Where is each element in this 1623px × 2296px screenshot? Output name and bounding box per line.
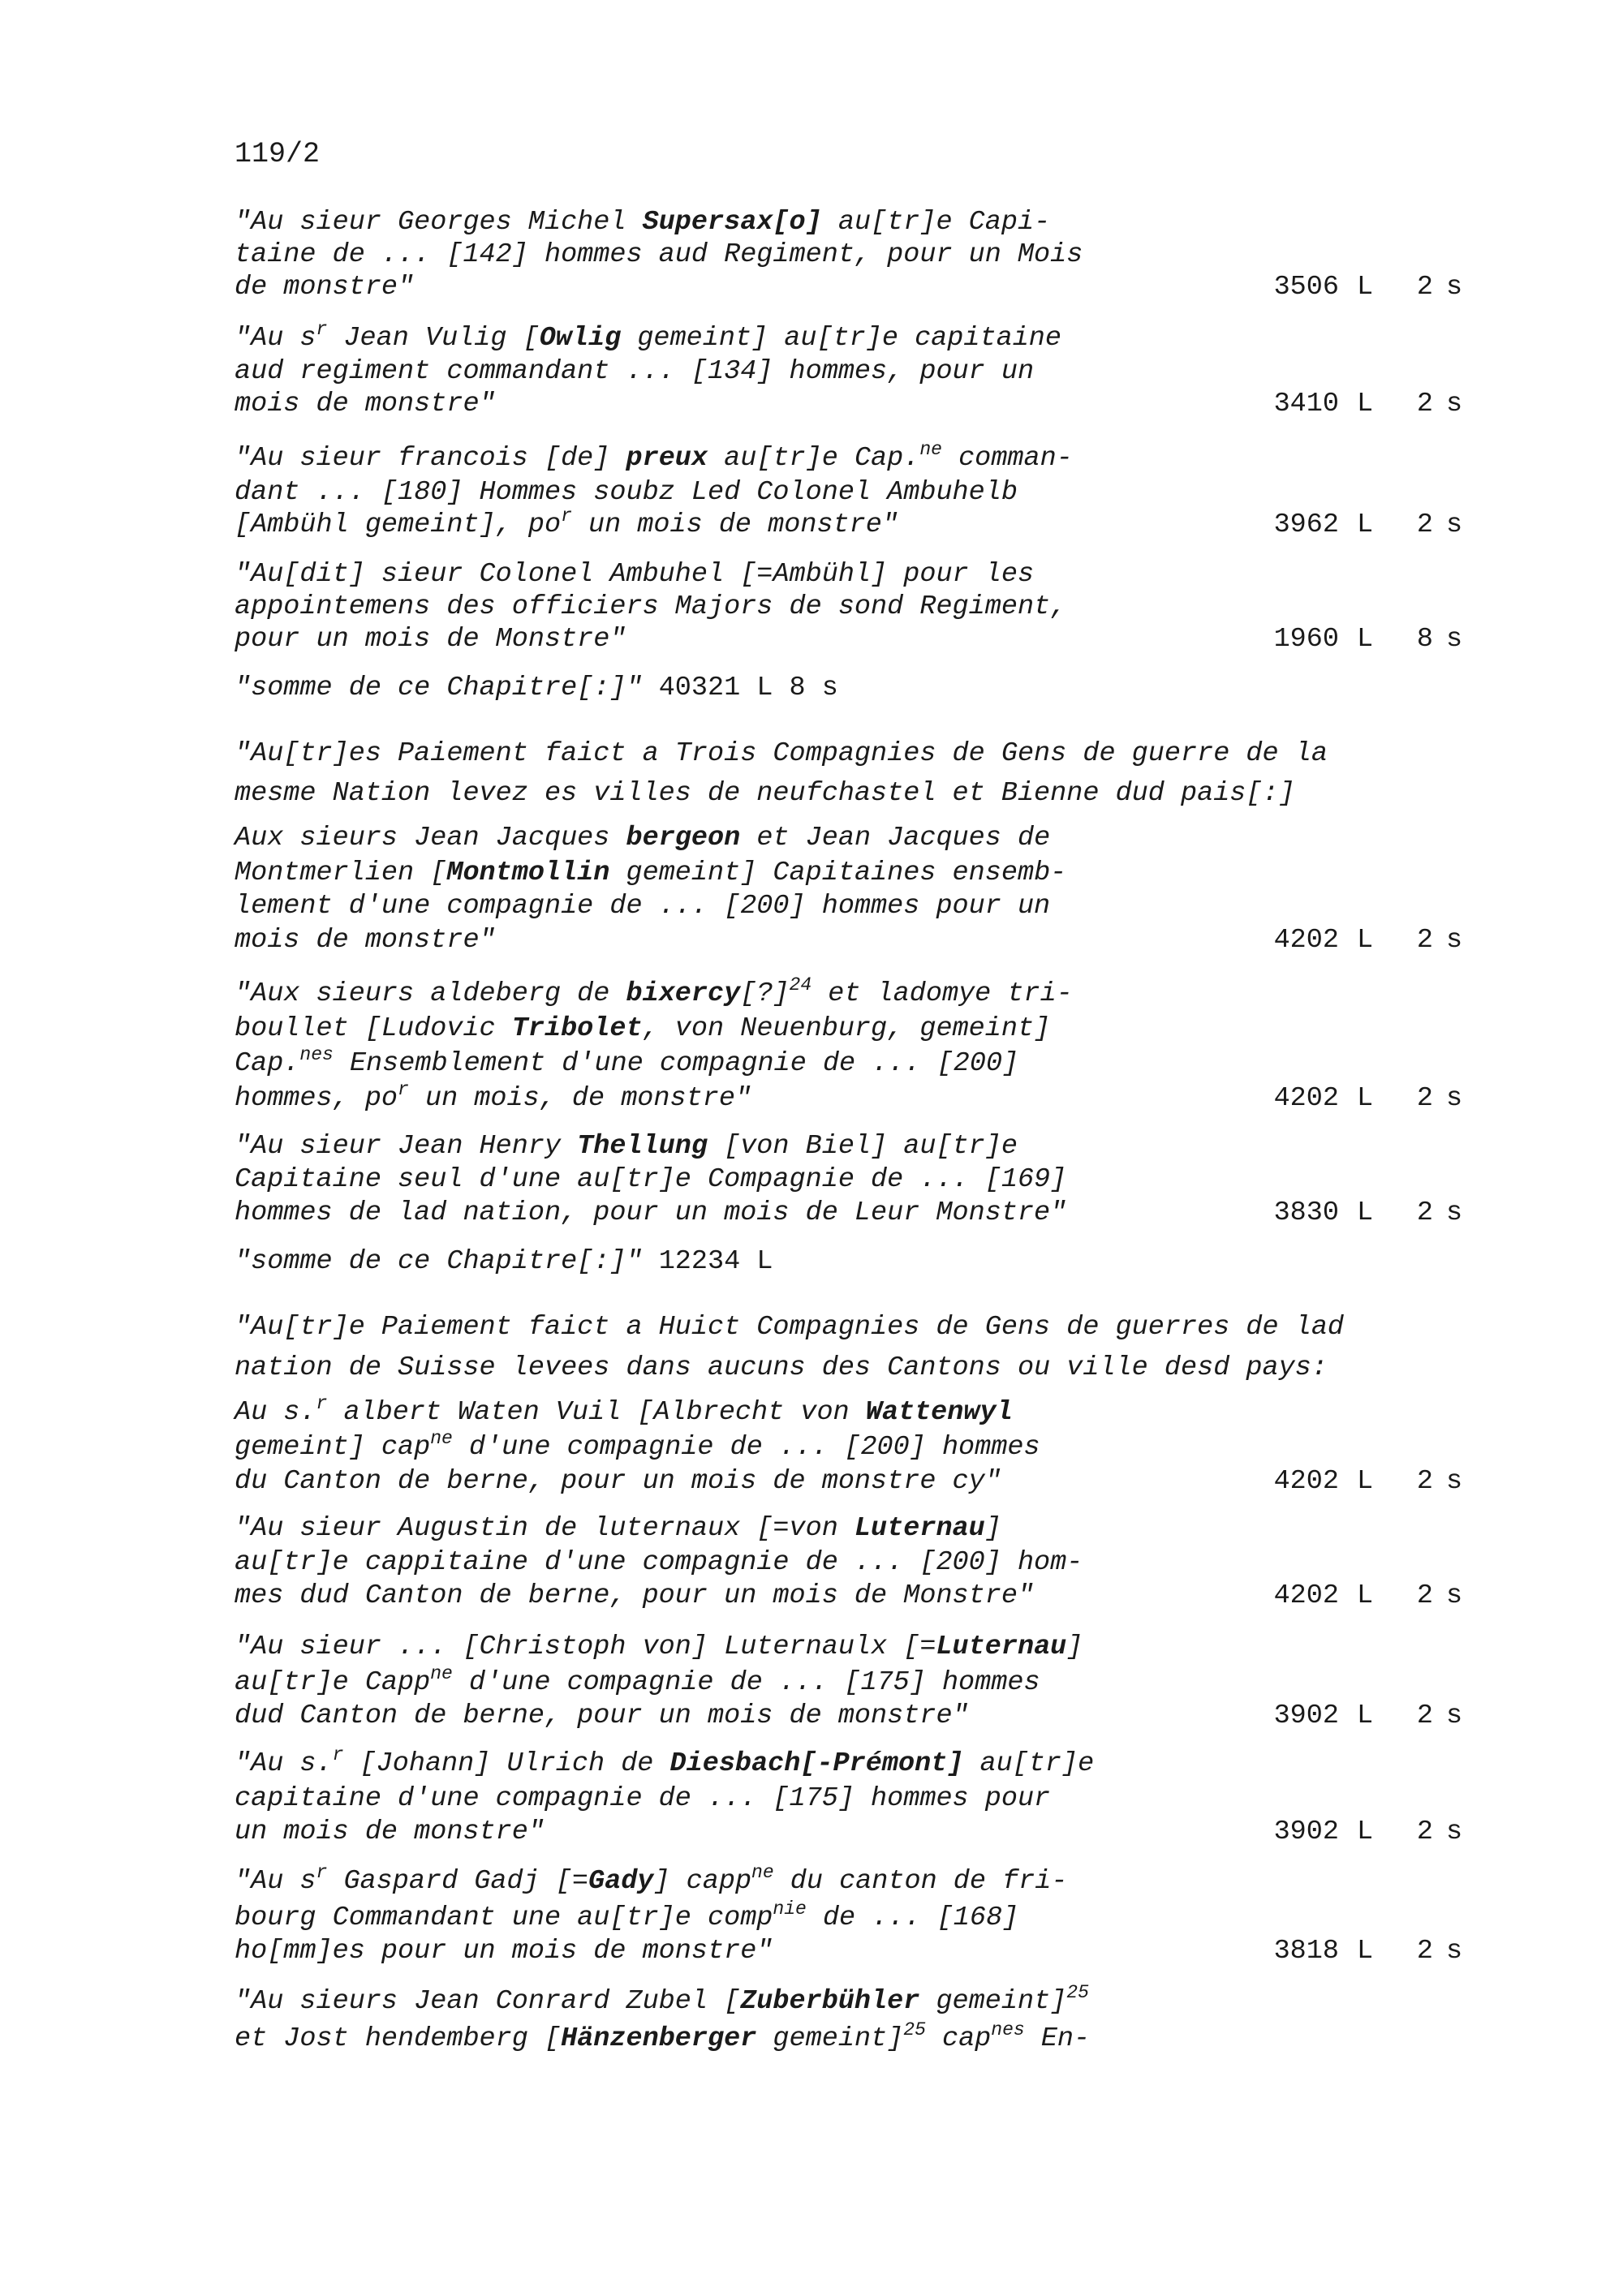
superscript-text: 25 [903,2019,926,2040]
entry-text-line [235,927,496,955]
text-segment: 12234 L [642,1246,773,1277]
entry-text-line [235,893,1050,921]
text-segment: mesme Nation levez es villes de neufchastel et Bienne dud pais[:] [235,778,1295,809]
entry-text-line [235,356,1035,387]
entry-text-line [235,439,1073,474]
text-segment: "Aux sieurs aldeberg de [235,978,626,1009]
entry-text-line [235,1580,1035,1611]
entry-text-line [235,2019,1091,2054]
amount-sous: 2 [1416,1817,1433,1847]
entry-text-line [235,1744,1095,1779]
text-segment: mois de monstre" [235,925,496,956]
text-segment: Montmerlien [ [235,858,447,888]
bold-name: bixercy [626,978,741,1009]
entry-text-line [235,1393,1013,1428]
entry-text-line [235,274,414,302]
bold-name: Zuberbühler [740,1986,920,2017]
entry-text-line [235,591,1067,622]
amount-sous: 2 [1416,1701,1433,1731]
bold-name: Hänzenberger [561,2023,757,2054]
amount-livres: 3902 [1273,1701,1339,1731]
superscript-text: 24 [789,974,812,995]
text-segment: "Au sieur Georges Michel [235,207,643,238]
bold-name: Tribolet [511,1013,643,1044]
entry-text-line [235,1819,545,1847]
text-segment: gemeint] au[tr]e capitaine [621,323,1062,354]
bold-name: Montmollin [446,858,610,888]
amount-livres: 4202 [1273,925,1339,956]
text-segment: et Jean Jacques de [740,823,1051,853]
text-segment: Cap. [235,1048,300,1079]
amount-livres-unit: L [1357,1580,1374,1611]
text-segment: ] [1066,1632,1083,1662]
text-segment: comman- [941,443,1073,474]
entry-text-line [235,1197,1067,1228]
amount-livres: 3902 [1273,1817,1339,1847]
entry-text-line [235,1938,773,1966]
text-segment: au[tr]e cappitaine d'une compagnie de ... [200] hom- [235,1547,1083,1578]
text-segment: Jean Vulig [ [327,323,540,354]
text-segment: [?] [740,978,790,1009]
entry-text-line [235,1079,752,1114]
text-segment: [von Biel] au[tr]e [708,1131,1018,1162]
entry-text-line [235,1246,773,1277]
amount-livres: 4202 [1273,1580,1339,1611]
bold-name: Wattenwyl [865,1397,1013,1428]
amount-livres: 3506 [1273,272,1339,303]
text-segment: "Au[tr]e Paiement faict a Huict Compagnies de Gens de guerres de lad [235,1312,1345,1343]
text-segment: de ... [168] [806,1903,1019,1933]
amount-livres: 4202 [1273,1466,1339,1497]
amount-sous-unit: s [1446,1197,1463,1228]
amount-livres-unit: L [1357,1083,1374,1114]
superscript-text: ne [430,1663,453,1684]
bold-name: Luternau [854,1513,985,1544]
superscript-text: r [332,1744,344,1765]
text-segment: "Au sieur Jean Henry [235,1131,578,1162]
text-segment: gemeint] cap [235,1432,431,1463]
amount-livres-unit: L [1357,1701,1374,1731]
amount-sous-unit: s [1446,389,1463,419]
text-segment: ho[mm]es pour un mois de monstre" [235,1936,773,1967]
text-segment: hommes de lad nation, pour un mois de Leur Monstre" [235,1197,1067,1228]
text-segment: ] capp [653,1866,752,1897]
amount-sous-unit: s [1446,1083,1463,1114]
text-segment: d'une compagnie de ... [175] hommes [452,1667,1040,1698]
amount-livres-unit: L [1357,1197,1374,1228]
text-segment: taine de ... [142] hommes aud Regiment, pour un Mois [235,239,1083,270]
text-segment: gemeint] [919,1986,1067,2017]
amount-sous: 2 [1416,1580,1433,1611]
amount-livres: 1960 [1273,624,1339,655]
amount-sous: 2 [1416,272,1433,303]
amount-livres-unit: L [1357,1817,1374,1847]
text-segment: Gaspard Gadj [= [327,1866,588,1897]
text-segment: "Au sieur francois [de] [235,443,626,474]
entry-text-line [235,1703,969,1731]
entry-text-line [235,209,1050,237]
amount-sous: 2 [1416,389,1433,419]
amount-livres: 3818 [1273,1936,1339,1967]
text-segment: Capitaine seul d'une au[tr]e Compagnie de ... [169] [235,1164,1067,1195]
entry-text-line [235,1468,1001,1496]
text-segment: dant ... [180] Hommes soubz Led Colonel Ambuhelb [235,477,1018,508]
text-segment: En- [1024,2023,1091,2054]
superscript-text: 25 [1066,1982,1089,2003]
entry-text-line [235,1634,1083,1662]
bold-name: bergeon [626,823,741,853]
amount-livres-unit: L [1357,1936,1374,1967]
entry-text-line [235,738,1328,769]
amount-sous-unit: s [1446,1936,1463,1967]
text-segment: d'une compagnie de ... [200] hommes [452,1432,1040,1463]
entry-text-line [235,675,838,703]
text-segment: et Jost hendemberg [ [235,2023,562,2054]
entry-text-line [235,974,1073,1009]
text-segment: appointemens des officiers Majors de sond Regiment, [235,591,1067,622]
superscript-text: r [398,1079,409,1100]
entry-text-line [235,239,1083,270]
superscript-text: ne [430,1428,453,1449]
entry-text-line [235,1352,1328,1383]
text-segment: capitaine d'une compagnie de ... [175] hommes pour [235,1783,1051,1814]
text-segment: Aux sieurs Jean Jacques [235,823,626,853]
text-segment: dud Canton de berne, pour un mois de monstre" [235,1701,969,1731]
text-segment: 40321 L 8 s [642,673,838,703]
amount-livres-unit: L [1357,510,1374,540]
entry-text-line [235,1547,1083,1578]
entry-text-line [235,1133,1018,1161]
amount-livres: 4202 [1273,1083,1339,1114]
superscript-text: ne [751,1862,774,1883]
text-segment: hommes, po [235,1083,398,1114]
entry-text-line [235,825,1050,853]
entry-text-line [235,561,1034,589]
text-segment: au[tr]e Capi- [821,207,1051,238]
text-segment: "Au s [235,323,316,354]
text-segment: au[tr]e [963,1748,1095,1779]
amount-sous-unit: s [1446,1701,1463,1731]
entry-text-line [235,1314,1344,1342]
bold-name: preux [626,443,708,474]
bold-name: Thellung [577,1131,708,1162]
entry-text-line [235,1898,1019,1933]
amount-sous-unit: s [1446,624,1463,655]
superscript-text: r [316,319,328,340]
entry-text-line [235,860,1066,888]
text-segment: lement d'une compagnie de ... [200] hommes pour un [235,891,1051,922]
amount-sous: 2 [1416,510,1433,540]
text-segment: "Au sieur Augustin de luternaux [=von [235,1513,855,1544]
bold-name: Luternau [936,1632,1067,1662]
entry-text-line [235,1513,1001,1544]
bold-name: Supersax[o] [642,207,822,238]
entry-text-line [235,1013,1051,1044]
text-segment: Ensemblement d'une compagnie de ... [200] [333,1048,1019,1079]
text-segment: , von Neuenburg, gemeint] [642,1013,1051,1044]
amount-sous: 2 [1416,1197,1433,1228]
text-segment: aud regiment commandant ... [134] hommes, pour un [235,356,1035,387]
text-segment: "Au s [235,1866,316,1897]
entry-text-line [235,505,898,540]
superscript-text: r [316,1862,328,1883]
amount-sous-unit: s [1446,272,1463,303]
amount-sous-unit: s [1446,1817,1463,1847]
text-segment: un mois de monstre" [235,1817,545,1847]
entry-text-line [235,319,1062,354]
text-segment: de monstre" [235,272,415,303]
entry-text-line [235,780,1295,808]
entry-text-line [235,1862,1068,1897]
text-segment: un mois, de monstre" [408,1083,752,1114]
text-segment: "somme de ce Chapitre[:]" [235,1246,643,1277]
text-segment: mois de monstre" [235,389,496,419]
text-segment: du canton de fri- [773,1866,1068,1897]
text-segment: "Au[dit] sieur Colonel Ambuhel [=Ambühl] pour les [235,559,1035,590]
amount-sous-unit: s [1446,1580,1463,1611]
superscript-text: r [316,1393,328,1414]
entry-text-line [235,1428,1040,1463]
text-segment: "somme de ce Chapitre[:]" [235,673,643,703]
text-segment: "Au sieurs Jean Conrard Zubel [ [235,1986,741,2017]
text-segment: ] [984,1513,1001,1544]
text-segment: mes dud Canton de berne, pour un mois de Monstre" [235,1580,1035,1611]
folio-number: 119/2 [235,138,321,170]
text-segment: "Au sieur ... [Christoph von] Luternaulx [= [235,1632,936,1662]
amount-livres-unit: L [1357,925,1374,956]
text-segment: nation de Suisse levees dans aucuns des Cantons ou ville desd pays: [235,1352,1328,1383]
text-segment: [Johann] Ulrich de [343,1748,670,1779]
text-segment: boullet [Ludovic [235,1013,512,1044]
bold-name: Diesbach[-Prémont] [669,1748,964,1779]
entry-text-line [235,1164,1067,1195]
superscript-text: nes [299,1044,334,1065]
text-segment: "Au[tr]es Paiement faict a Trois Compagnies de Gens de guerre de la [235,738,1328,769]
text-segment: albert Waten Vuil [Albrecht von [327,1397,866,1428]
amount-sous-unit: s [1446,1466,1463,1497]
amount-sous: 2 [1416,1936,1433,1967]
superscript-text: r [561,505,572,527]
text-segment: bourg Commandant une au[tr]e comp [235,1903,773,1933]
bold-name: Gady [588,1866,654,1897]
entry-text-line [235,1663,1040,1698]
amount-livres: 3830 [1273,1197,1339,1228]
entry-text-line [235,1783,1051,1814]
amount-sous: 2 [1416,925,1433,956]
text-segment: gemeint] Capitaines ensemb- [609,858,1067,888]
text-segment: pour un mois de Monstre" [235,624,626,655]
amount-sous-unit: s [1446,510,1463,540]
text-segment: [Ambühl gemeint], po [235,510,562,540]
superscript-text: nie [773,1898,807,1920]
amount-livres-unit: L [1357,272,1374,303]
text-segment: au[tr]e Cap. [708,443,920,474]
entry-text-line [235,1982,1089,2017]
text-segment: et ladomye tri- [812,978,1073,1009]
entry-text-line [235,1044,1019,1079]
text-segment: Au s. [235,1397,316,1428]
amount-livres-unit: L [1357,624,1374,655]
amount-sous: 8 [1416,624,1433,655]
text-segment: "Au s. [235,1748,333,1779]
entry-text-line [235,391,496,419]
amount-sous: 2 [1416,1466,1433,1497]
amount-sous-unit: s [1446,925,1463,956]
amount-sous: 2 [1416,1083,1433,1114]
amount-livres-unit: L [1357,389,1374,419]
superscript-text: ne [919,439,942,460]
bold-name: Owlig [539,323,622,354]
amount-livres: 3410 [1273,389,1339,419]
text-segment: du Canton de berne, pour un mois de monstre cy" [235,1466,1001,1497]
superscript-text: nes [991,2019,1025,2040]
entry-text-line [235,626,626,654]
text-segment: un mois de monstre" [571,510,898,540]
text-segment: au[tr]e Capp [235,1667,431,1698]
amount-livres: 3962 [1273,510,1339,540]
text-segment: gemeint] [756,2023,904,2054]
entry-text-line [235,479,1018,507]
amount-livres-unit: L [1357,1466,1374,1497]
text-segment: cap [925,2023,992,2054]
